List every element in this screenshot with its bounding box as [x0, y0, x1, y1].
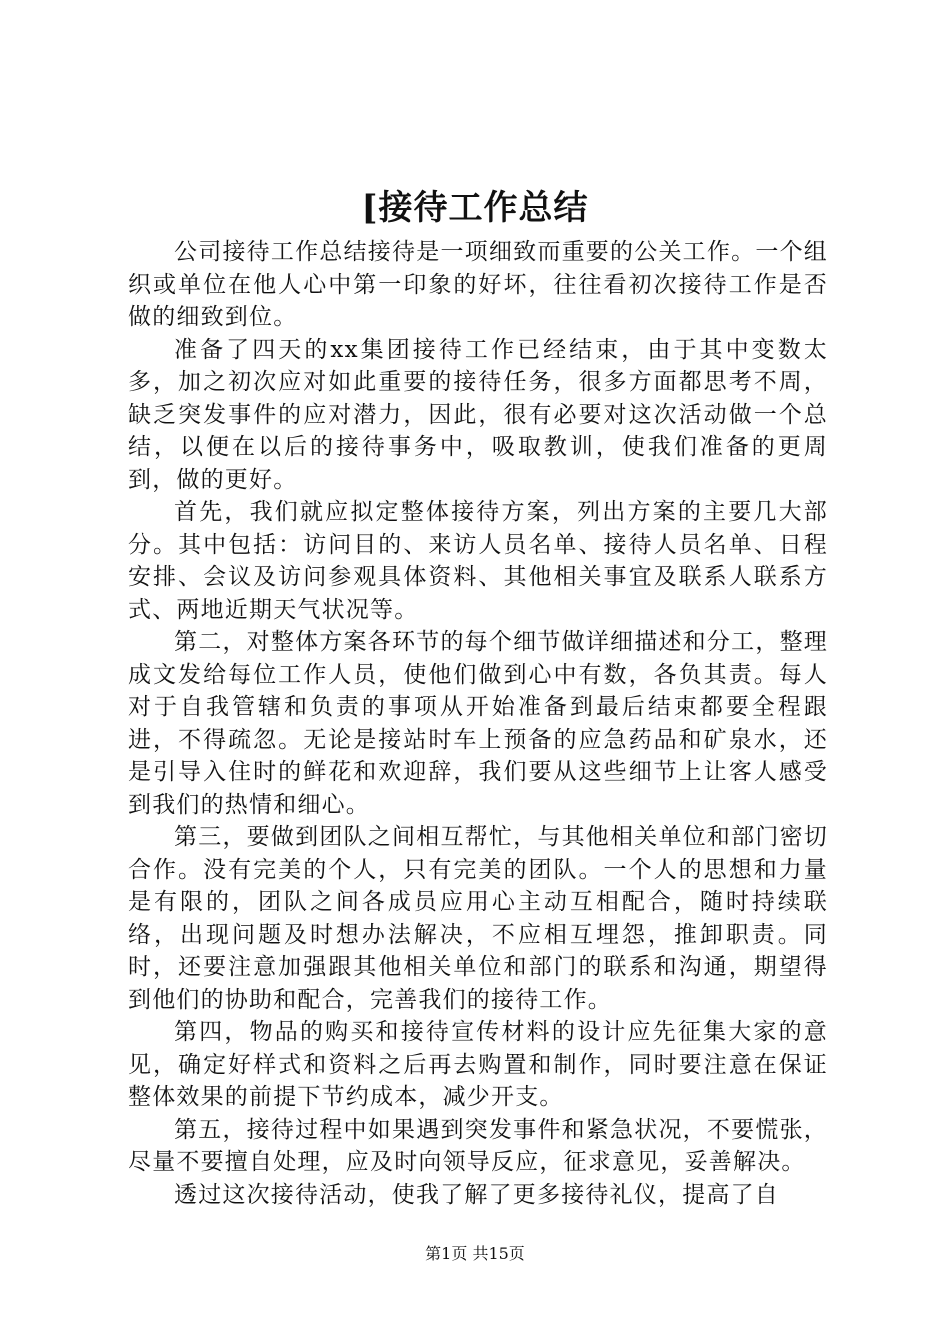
paragraph-4: 第二，对整体方案各环节的每个细节做详细描述和分工，整理成文发给每位工作人员，使他们做到心中有数，各负其责。每人对于自我管辖和负责的事项从开始准备到最后结束都要全程跟进，不得疏忽。无论是接站时车上预备的应急药品和矿泉水，还是引导入住时的鲜花和欢迎辞，我们要从这些细节上让客人感受到我们的热情和细心。 [128, 629, 828, 818]
paragraph-6: 第四，物品的购买和接待宣传材料的设计应先征集大家的意见，确定好样式和资料之后再去购置和制作，同时要注意在保证整体效果的前提下节约成本，减少开支。 [128, 1019, 828, 1110]
paragraph-5: 第三，要做到团队之间相互帮忙，与其他相关单位和部门密切合作。没有完美的个人，只有完美的团队。一个人的思想和力量是有限的，团队之间各成员应用心主动互相配合，随时持续联络，出现问题及时想办法解决，不应相互埋怨，推卸职责。同时，还要注意加强跟其他相关单位和部门的联系和沟通，期望得到他们的协助和配合，完善我们的接待工作。 [128, 824, 828, 1013]
paragraph-7: 第五，接待过程中如果遇到突发事件和紧急状况，不要慌张，尽量不要擅自处理，应及时向领导反应，征求意见，妥善解决。 [128, 1116, 828, 1175]
document-body [128, 236, 828, 1211]
paragraph-1: 公司接待工作总结接待是一项细致而重要的公关工作。一个组织或单位在他人心中第一印象的好坏，往往看初次接待工作是否做的细致到位。 [128, 239, 828, 330]
paragraph-8: 透过这次接待活动，使我了解了更多接待礼仪，提高了自 [174, 1181, 779, 1208]
document-title: [接待工作总结 [361, 188, 589, 228]
page-number-footer: 第1页 共15页 [425, 1244, 525, 1263]
paragraph-2: 准备了四天的xx集团接待工作已经结束，由于其中变数太多，加之初次应对如此重要的接待任务，很多方面都思考不周，缺乏突发事件的应对潜力，因此，很有必要对这次活动做一个总结，以便在以后的接待事务中，吸取教训，使我们准备的更周到，做的更好。 [128, 336, 828, 493]
paragraph-3: 首先，我们就应拟定整体接待方案，列出方案的主要几大部分。其中包括：访问目的、来访人员名单、接待人员名单、日程安排、会议及访问参观具体资料、其他相关事宜及联系人联系方式、两地近期天气状况等。 [128, 499, 828, 623]
